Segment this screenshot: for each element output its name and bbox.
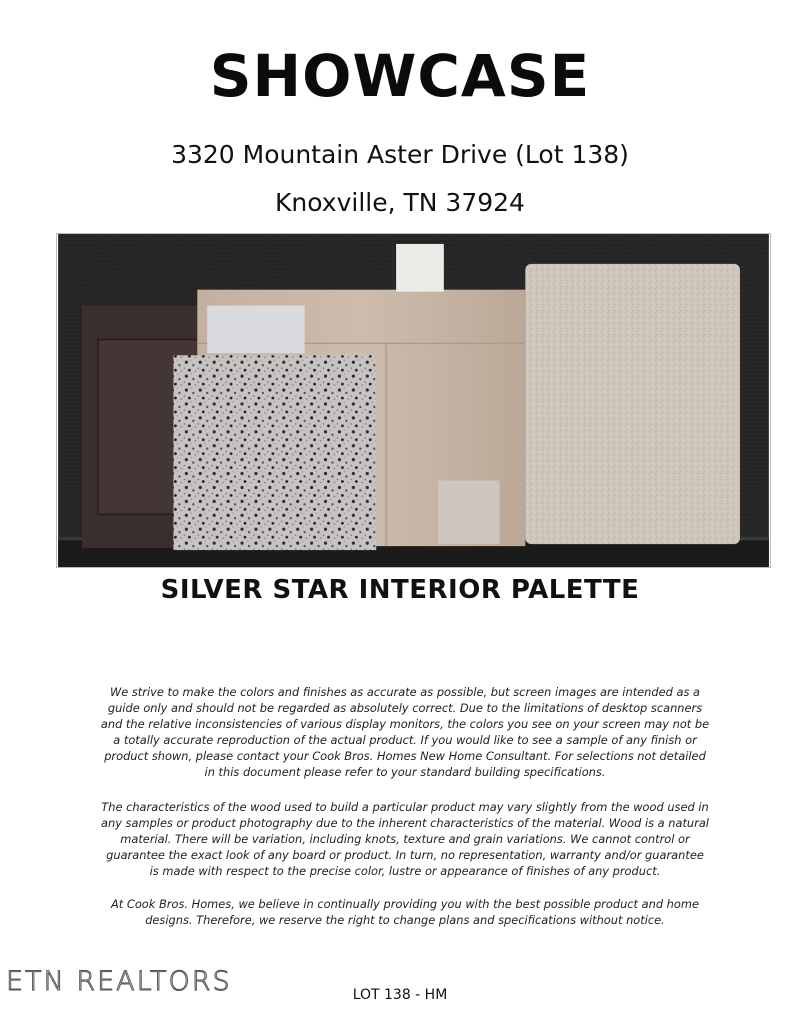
realtor-watermark: ETN REALTORS: [6, 966, 232, 997]
palette-photo: [56, 233, 771, 568]
disclaimer-paragraph-3: At Cook Bros. Homes, we believe in continually providing you with the best possible product and home designs. Therefore, we reserve the right to change plans and specifications without notice.: [111, 897, 699, 927]
palette-title: SILVER STAR INTERIOR PALETTE: [160, 575, 640, 605]
lot-label: LOT 138 - HM: [352, 987, 448, 1003]
page-title: SHOWCASE: [209, 42, 591, 110]
address-line-2: Knoxville, TN 37924: [275, 188, 525, 217]
address-line-1: 3320 Mountain Aster Drive (Lot 138): [171, 140, 629, 169]
disclaimer-paragraph-2: The characteristics of the wood used to build a particular product may vary slightly from the wood used in any samples or product photography due to the inherent characteristics of the material. Wood is a natural material. There will be variation, including knots, texture and grain variations. We cannot control or guarantee the exact look of any board or product. In turn, no representation, warranty and/or guarantee is made with respect to the precise color, lustre or appearance of finishes of any product.: [101, 800, 709, 878]
disclaimer-paragraph-1: We strive to make the colors and finishes as accurate as possible, but screen images are intended as a guide only and should not be regarded as absolutely correct. Due to the limitations of desktop scanners and the relative inconsistencies of various display monitors, the colors you see on your screen may not be a totally accurate reproduction of the actual product. If you would like to see a sample of any finish or product shown, please contact your Cook Bros. Homes New Home Consultant. For selections not detailed in this document please refer to your standard building specifications.: [100, 685, 710, 779]
